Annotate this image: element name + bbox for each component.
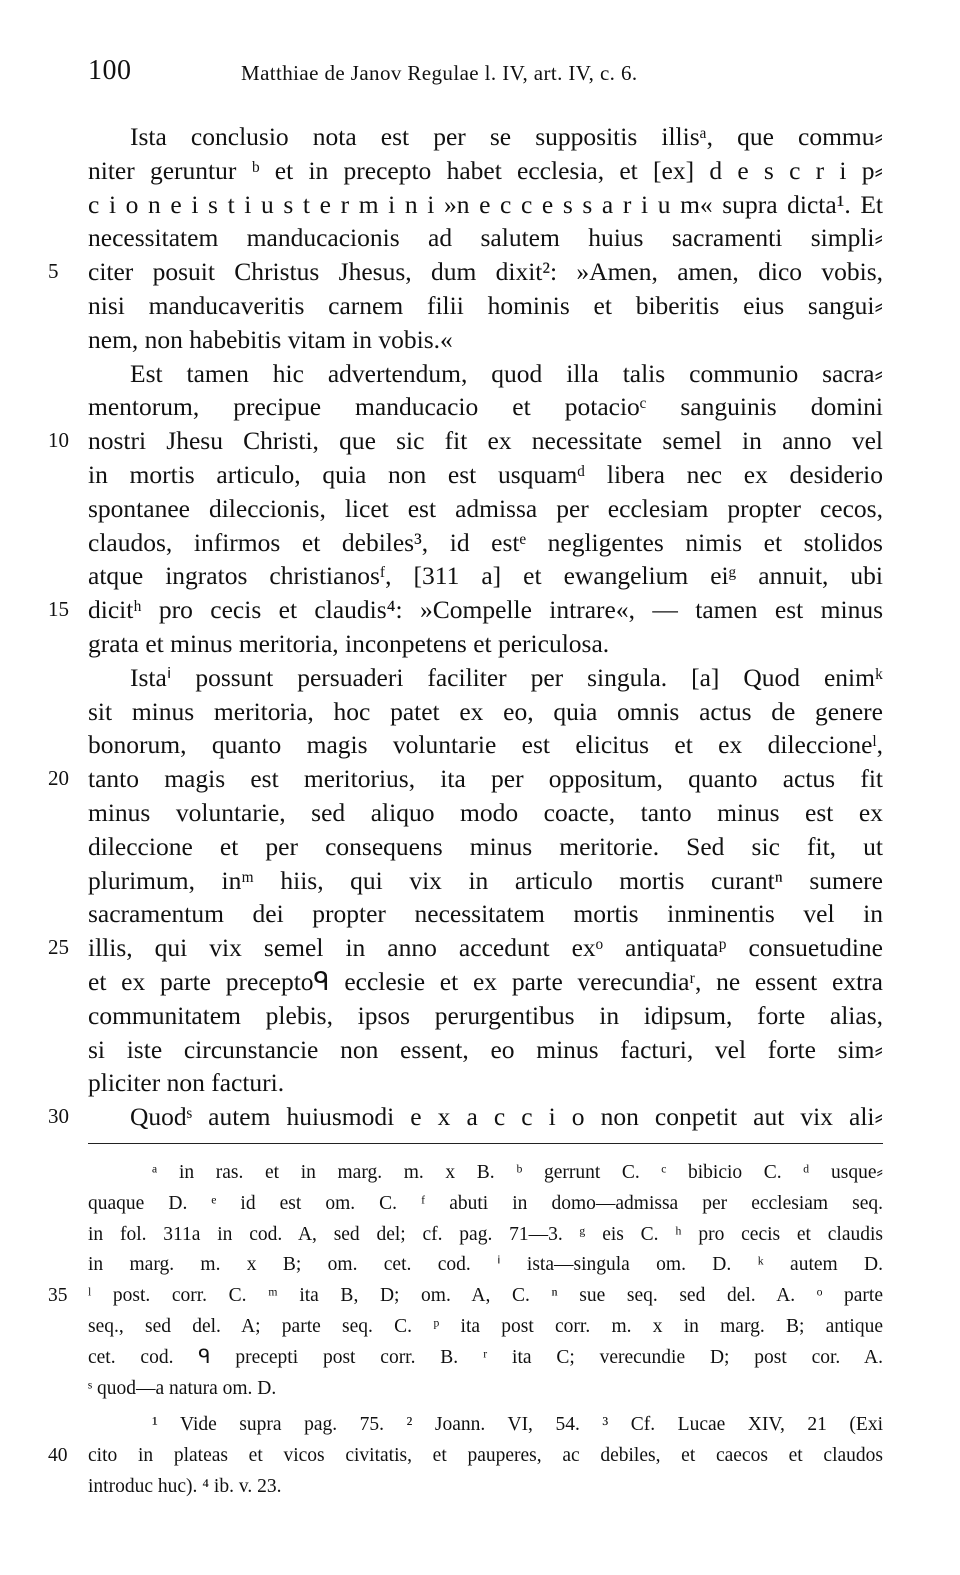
text-line — [48, 1100, 883, 1134]
line-text: Ista conclusio nota est per se suppositis illisᵃ, que commu⸗ — [130, 122, 883, 151]
line-text: communitatem plebis, ipsos perurgentibus in idipsum, forte alias, — [88, 1000, 883, 1030]
footnotes — [48, 1158, 883, 1503]
note-line — [88, 1472, 883, 1503]
line-text: in marg. m. x B; om. cet. cod. ⁱ ista—singula om. D. ᵏ autem D. — [88, 1254, 883, 1276]
note-line — [88, 1410, 883, 1441]
line-number: 30 — [48, 1104, 69, 1129]
line-text: illis, qui vix semel in anno accedunt exᵒ antiquataᵖ consuetudine — [88, 933, 883, 963]
note-line — [88, 1374, 883, 1405]
line-number: 5 — [48, 259, 59, 284]
line-text: seq., sed del. A; parte seq. C. ᵖ ita post corr. m. x in marg. B; antique — [88, 1315, 883, 1337]
line-text: ˢ quod—a natura om. D. — [88, 1377, 277, 1399]
text-line — [48, 931, 883, 965]
page-header — [88, 55, 883, 95]
text-line — [88, 120, 883, 154]
text-line — [88, 289, 883, 323]
note-line — [88, 1220, 883, 1251]
text-line — [88, 390, 883, 424]
note-line — [88, 1343, 883, 1374]
line-text: introduc huc). ⁴ ib. v. 23. — [88, 1475, 282, 1497]
line-text: pliciter non facturi. — [88, 1068, 285, 1098]
text-line — [88, 221, 883, 255]
text-line — [88, 796, 883, 830]
line-number: 25 — [48, 935, 69, 960]
text-line — [88, 965, 883, 999]
note-line — [48, 1281, 883, 1312]
line-text: atque ingratos christianosᶠ, [311 a] et ewangelium eiᵍ annuit, ubi — [88, 561, 883, 591]
line-text: ˡ post. corr. C. ᵐ ita B, D; om. A, C. ⁿ sue seq. sed del. A. ᵒ parte — [88, 1285, 883, 1307]
text-line — [88, 897, 883, 931]
text-line — [88, 627, 883, 661]
line-text: mentorum, precipue manducacio et potacioᶜ sanguinis domini — [88, 392, 883, 422]
line-text: in mortis articulo, quia non est usquamᵈ libera nec ex desiderio — [88, 459, 883, 489]
line-text: claudos, infirmos et debiles³, id estᵉ negligentes nimis et stolidos — [88, 527, 883, 557]
text-line — [88, 559, 883, 593]
line-text: grata et minus meritoria, inconpetens et periculosa. — [88, 628, 610, 658]
text-line — [88, 661, 883, 695]
text-line — [88, 728, 883, 762]
line-text: nisi manducaveritis carnem filii hominis et biberitis eius sangui⸗ — [88, 290, 883, 320]
note-line — [88, 1158, 883, 1189]
source-notes — [48, 1410, 883, 1502]
critical-apparatus — [48, 1158, 883, 1404]
text-line — [88, 999, 883, 1033]
line-text: dileccione et per consequens minus meritorie. Sed sic fit, ut — [88, 831, 883, 861]
line-text: dicitʰ pro cecis et claudis⁴: »Compelle intrare«, — tamen est minus — [88, 595, 883, 625]
text-line — [88, 695, 883, 729]
text-line — [88, 1033, 883, 1067]
line-text: cito in plateas et vicos civitatis, et pauperes, ac debiles, et caecos et claudos — [88, 1445, 883, 1467]
line-number: 10 — [48, 428, 69, 453]
text-line — [88, 830, 883, 864]
line-number: 15 — [48, 597, 69, 622]
text-line — [48, 593, 883, 627]
line-number: 20 — [48, 766, 69, 791]
note-line — [88, 1189, 883, 1220]
text-line — [88, 492, 883, 526]
line-text: cet. cod. ᑫ precepti post corr. B. ʳ ita C; verecundie D; post cor. A. — [88, 1346, 883, 1368]
note-line — [48, 1441, 883, 1472]
text-line — [88, 864, 883, 898]
text-line — [88, 1066, 883, 1100]
line-text: ¹ Vide supra pag. 75. ² Joann. VI, 54. ³ Cf. Lucae XIV, 21 (Exi — [152, 1414, 883, 1436]
line-text: tanto magis est meritorius, ita per oppositum, quanto actus fit — [88, 764, 883, 794]
text-line — [88, 458, 883, 492]
line-text: nostri Jhesu Christi, que sic fit ex necessitate semel in anno vel — [88, 426, 883, 456]
text-line — [88, 323, 883, 357]
footnote-rule — [88, 1143, 883, 1144]
line-text: in fol. 311a in cod. A, sed del; cf. pag. 71—3. ᵍ eis C. ʰ pro cecis et claudis — [88, 1223, 883, 1245]
line-text: sit minus meritoria, hoc patet ex eo, quia omnis actus de genere — [88, 696, 883, 726]
text-line — [88, 357, 883, 391]
line-text: c i o n e i s t i u s t e r m i n i »n e c c e s s a r i u m« supra dicta¹. Et — [88, 189, 883, 219]
line-text: minus voluntarie, sed aliquo modo coacte, tanto minus est ex — [88, 797, 883, 827]
running-head: Matthiae de Janov Regulae l. IV, art. IV, c. 6. — [241, 61, 638, 85]
main-text — [48, 120, 883, 1134]
line-number: 40 — [48, 1445, 68, 1467]
text-line — [88, 188, 883, 222]
text-line — [48, 424, 883, 458]
line-text: nem, non habebitis vitam in vobis.« — [88, 324, 453, 354]
text-line — [48, 255, 883, 289]
line-text: si iste circunstancie non essent, eo minus facturi, vel forte sim⸗ — [88, 1034, 883, 1064]
line-text: quaque D. ᵉ id est om. C. ᶠ abuti in domo—admissa per ecclesiam seq. — [88, 1192, 883, 1214]
text-line — [48, 762, 883, 796]
line-number: 35 — [48, 1285, 68, 1307]
text-line — [88, 526, 883, 560]
page-number: 100 — [88, 55, 132, 86]
note-line — [88, 1312, 883, 1343]
line-text: Quodˢ autem huiusmodi e x a c c i o non conpetit aut vix ali⸗ — [130, 1102, 883, 1132]
line-text: et ex parte preceptoᑫ ecclesie et ex parte verecundiaʳ, ne essent extra — [88, 966, 883, 996]
line-text: bonorum, quanto magis voluntarie est elicitus et ex dileccioneˡ, — [88, 730, 883, 760]
line-text: necessitatem manducacionis ad salutem huius sacramenti simpli⸗ — [88, 223, 883, 253]
line-text: niter geruntur ᵇ et in precepto habet ecclesia, et [ex] d e s c r i p⸗ — [88, 155, 883, 185]
line-text: plurimum, inᵐ hiis, qui vix in articulo mortis curantⁿ sumere — [88, 865, 883, 895]
note-line — [88, 1250, 883, 1281]
line-text: sacramentum dei propter necessitatem mortis inminentis vel in — [88, 899, 883, 929]
text-line — [88, 154, 883, 188]
line-text: spontanee dileccionis, licet est admissa per ecclesiam propter cecos, — [88, 493, 883, 523]
line-text: Est tamen hic advertendum, quod illa talis communio sacra⸗ — [130, 358, 883, 388]
line-text: Istaⁱ possunt persuaderi faciliter per singula. [a] Quod enimᵏ — [130, 662, 883, 692]
line-text: citer posuit Christus Jhesus, dum dixit²: »Amen, amen, dico vobis, — [88, 257, 883, 287]
line-text: ᵃ in ras. et in marg. m. x B. ᵇ gerrunt C. ᶜ bibicio C. ᵈ usque⸗ — [152, 1162, 883, 1183]
